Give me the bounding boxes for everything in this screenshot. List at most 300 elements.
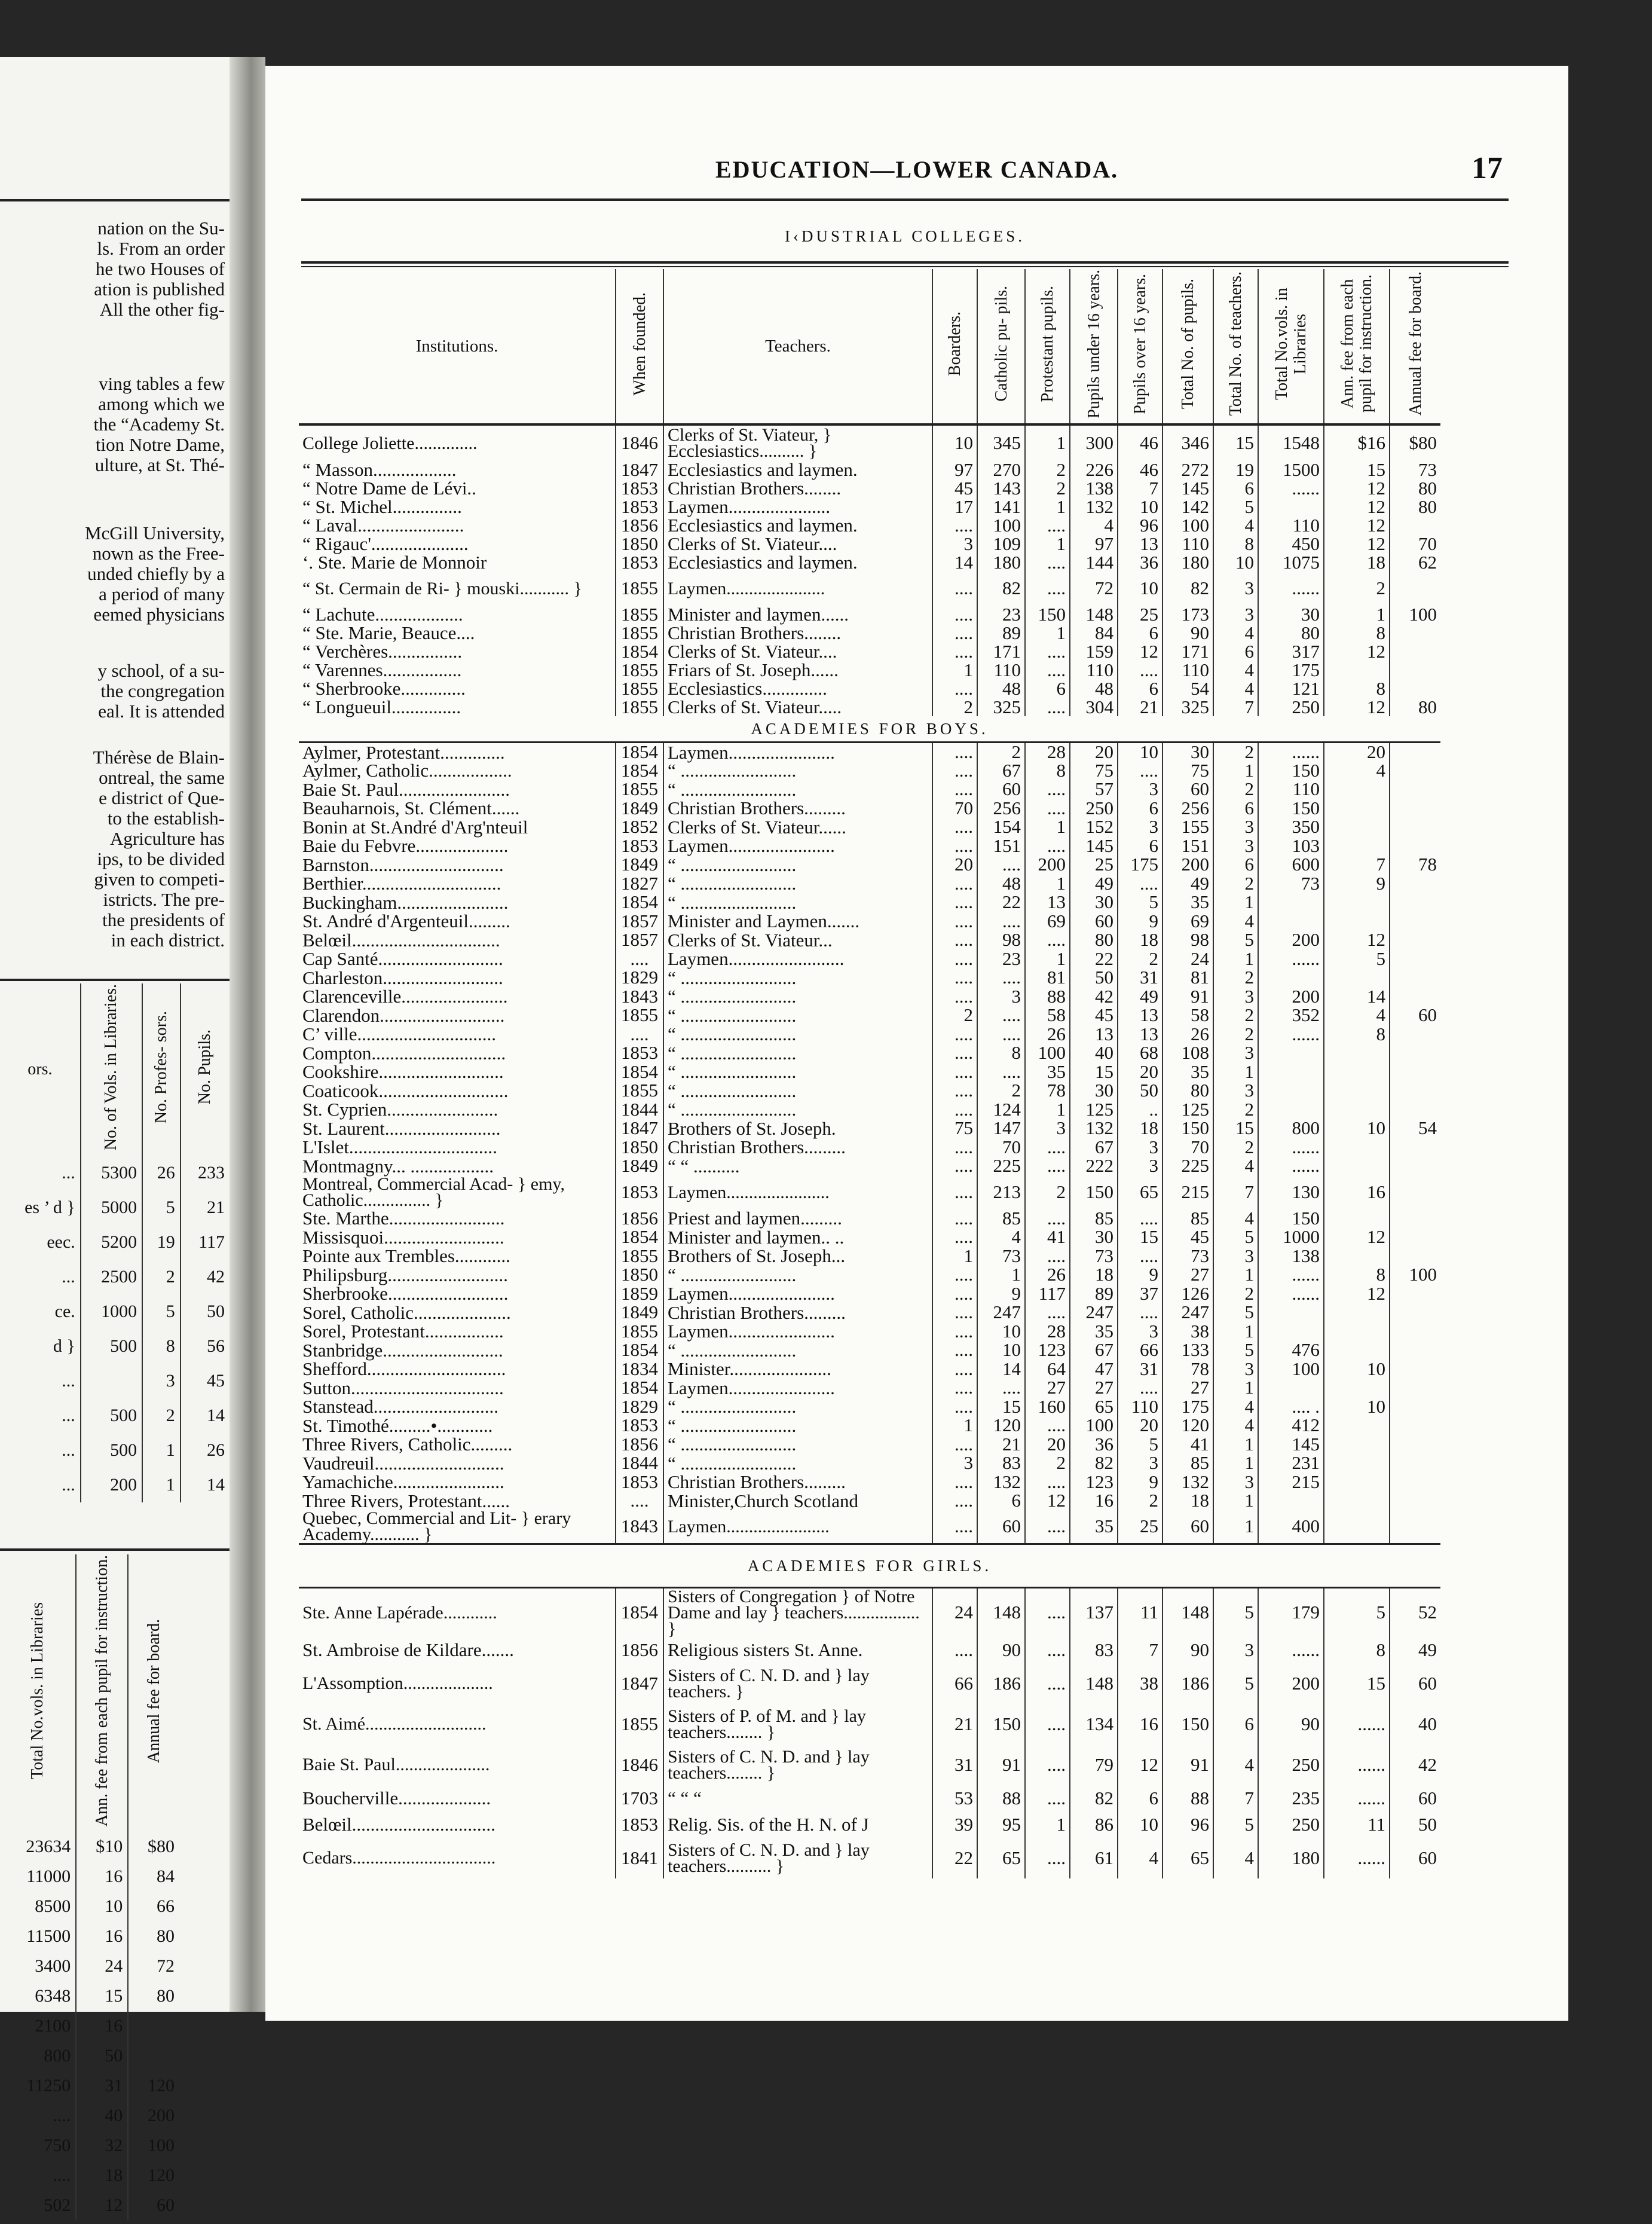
total-teachers-cell: 5	[1213, 1663, 1258, 1704]
left-table-cell: es ’ d }	[25, 1197, 75, 1218]
table-row	[299, 1138, 1440, 1157]
left-table-fees: Total No.vols. in Libraries Ann. fee from each pupil for instruction. Annual fee for board. 23634 $10 $80 11000 16 84 8500 10 66 11500 16 80 3400 24 72 6348 15 80 2100 16 800 50 11250 31 120 .... 40 200 750 32 100 .... 18 120 502 12 60	[0, 1554, 179, 2220]
table-row	[299, 572, 1440, 605]
table-row	[0, 2101, 179, 2131]
teachers-cell: Relig. Sis. of the H. N. of J	[663, 1811, 932, 1838]
teachers-cell: Laymen.......................	[663, 1322, 932, 1341]
pupils-over-16-cell: 3	[1118, 818, 1162, 837]
total-pupils-cell: 90	[1162, 624, 1213, 642]
protestant-pupils-cell: 26	[1025, 1266, 1070, 1285]
table-row	[299, 1044, 1440, 1063]
left-table-cell: 5	[142, 1190, 181, 1225]
table-row	[299, 949, 1440, 969]
library-vols-cell: 130	[1258, 1175, 1324, 1209]
founded-cell: 1855	[616, 661, 663, 679]
total-teachers-cell: 7	[1213, 698, 1258, 716]
total-teachers-cell: 1	[1213, 1435, 1258, 1454]
column-header	[299, 269, 616, 424]
founded-cell: 1854	[616, 1379, 663, 1398]
library-vols-cell: 412	[1258, 1416, 1324, 1435]
table-row	[299, 1209, 1440, 1228]
library-vols-cell	[1258, 1379, 1324, 1398]
left-table-cell: ...	[62, 1440, 75, 1461]
protestant-pupils-cell: 1	[1025, 1100, 1070, 1119]
instruction-fee-cell: 8	[1324, 1637, 1390, 1663]
protestant-pupils-cell: ....	[1025, 661, 1070, 679]
boarders-cell: ....	[932, 1228, 977, 1247]
column-header	[1162, 269, 1213, 424]
pupils-under-16-cell: 49	[1070, 874, 1118, 893]
institution-cell: “ Longueuil...............	[302, 696, 461, 717]
page-number: 17	[1471, 151, 1503, 185]
board-fee-cell	[1390, 1322, 1440, 1341]
total-pupils-cell: 30	[1162, 743, 1213, 762]
pupils-over-16-cell: 66	[1118, 1341, 1162, 1360]
boarders-cell: 75	[932, 1119, 977, 1138]
protestant-pupils-cell: 117	[1025, 1284, 1070, 1303]
left-table-cell: 100	[128, 2131, 179, 2161]
protestant-pupils-cell: ....	[1025, 1838, 1070, 1878]
total-teachers-cell: 4	[1213, 912, 1258, 931]
institution-cell: Three Rivers, Protestant......	[302, 1490, 510, 1511]
left-table-cell: 23634	[26, 1837, 71, 1857]
left-table-cell: 3	[142, 1364, 181, 1398]
founded-cell: 1849	[616, 1303, 663, 1322]
table-row	[0, 1892, 179, 1921]
total-teachers-cell: 3	[1213, 1637, 1258, 1663]
left-table-cell: 2	[142, 1260, 181, 1294]
catholic-pupils-cell: 6	[977, 1492, 1025, 1511]
protestant-pupils-cell: ....	[1025, 1587, 1070, 1637]
founded-cell: 1844	[616, 1454, 663, 1473]
board-fee-cell	[1390, 743, 1440, 762]
catholic-pupils-cell: 48	[977, 874, 1025, 893]
total-pupils-cell: 58	[1162, 1006, 1213, 1025]
protestant-pupils-cell: 81	[1025, 969, 1070, 988]
total-teachers-cell: 1	[1213, 1379, 1258, 1398]
total-teachers-cell: 15	[1213, 424, 1258, 460]
total-pupils-cell: 325	[1162, 698, 1213, 716]
teachers-cell: Sisters of C. N. D. and } lay teachers. }	[663, 1663, 932, 1704]
total-pupils-cell: 98	[1162, 931, 1213, 950]
teachers-cell: “ .........................	[663, 761, 932, 780]
catholic-pupils-cell: 124	[977, 1100, 1025, 1119]
founded-cell: 1855	[616, 624, 663, 642]
board-fee-cell	[1390, 624, 1440, 642]
institution-cell: Vaudreuil............................	[302, 1452, 504, 1474]
table-row	[0, 2041, 179, 2071]
library-vols-cell: 1548	[1258, 424, 1324, 460]
teachers-cell: Ecclesiastics..............	[663, 679, 932, 698]
total-teachers-cell: 5	[1213, 497, 1258, 516]
pupils-over-16-cell: 49	[1118, 987, 1162, 1006]
column-header	[1213, 269, 1258, 424]
total-teachers-cell: 1	[1213, 949, 1258, 969]
table-row	[299, 553, 1440, 572]
left-table-cell: 233	[181, 1156, 230, 1190]
total-teachers-cell: 5	[1213, 931, 1258, 950]
instruction-fee-cell: 15	[1324, 460, 1390, 479]
left-table-cell: 60	[128, 2191, 179, 2220]
total-teachers-cell: 5	[1213, 1811, 1258, 1838]
founded-cell: 1703	[616, 1785, 663, 1811]
total-teachers-cell: 3	[1213, 572, 1258, 605]
catholic-pupils-cell: ....	[977, 969, 1025, 988]
boarders-cell: ....	[932, 1510, 977, 1544]
instruction-fee-cell: 12	[1324, 479, 1390, 497]
left-table-cell: 120	[128, 2161, 179, 2191]
founded-cell: 1849	[616, 799, 663, 818]
boarders-cell: ....	[932, 572, 977, 605]
left-table-cell: 21	[181, 1190, 230, 1225]
pupils-over-16-cell: 13	[1118, 1006, 1162, 1025]
teachers-cell: “ .........................	[663, 987, 932, 1006]
institution-cell: “ Sherbrooke..............	[302, 678, 466, 699]
pupils-under-16-cell: 40	[1070, 1044, 1118, 1063]
protestant-pupils-cell: ....	[1025, 836, 1070, 856]
board-fee-cell	[1390, 987, 1440, 1006]
total-pupils-cell: 225	[1162, 1157, 1213, 1176]
pupils-over-16-cell: 10	[1118, 497, 1162, 516]
pupils-over-16-cell: 110	[1118, 1397, 1162, 1416]
board-fee-cell: 42	[1390, 1745, 1440, 1785]
total-teachers-cell: 2	[1213, 1138, 1258, 1157]
teachers-cell: Priest and laymen.........	[663, 1209, 932, 1228]
institution-cell: Belœil................................	[302, 929, 500, 951]
teachers-cell: Minister and Laymen.......	[663, 912, 932, 931]
protestant-pupils-cell: 3	[1025, 1119, 1070, 1138]
total-teachers-cell: 4	[1213, 679, 1258, 698]
instruction-fee-cell	[1324, 1454, 1390, 1473]
table-row	[299, 969, 1440, 988]
institution-cell: Aylmer, Catholic..................	[302, 760, 512, 781]
institution-cell: Clarendon...........................	[302, 1004, 505, 1026]
teachers-cell: Laymen.......................	[663, 743, 932, 762]
instruction-fee-cell	[1324, 1322, 1390, 1341]
total-pupils-cell: 100	[1162, 516, 1213, 534]
teachers-cell: Sisters of Congregation } of Notre Dame and lay } teachers................. }	[663, 1587, 932, 1637]
protestant-pupils-cell: 1	[1025, 949, 1070, 969]
total-pupils-cell: 125	[1162, 1100, 1213, 1119]
pupils-under-16-cell: 247	[1070, 1303, 1118, 1322]
institution-cell: St. André d'Argenteuil.........	[302, 911, 510, 932]
boarders-cell: 66	[932, 1663, 977, 1704]
total-teachers-cell: 4	[1213, 1157, 1258, 1176]
teachers-cell: “ .........................	[663, 1062, 932, 1082]
boarders-cell: 3	[932, 534, 977, 553]
protestant-pupils-cell: 8	[1025, 761, 1070, 780]
left-table-cell: 120	[128, 2071, 179, 2101]
boarders-cell: ....	[932, 949, 977, 969]
catholic-pupils-cell: 8	[977, 1044, 1025, 1063]
protestant-pupils-cell: ....	[1025, 642, 1070, 661]
total-pupils-cell: 110	[1162, 661, 1213, 679]
institution-cell: St. Timothé.........•............	[302, 1415, 493, 1436]
pupils-under-16-cell: 47	[1070, 1360, 1118, 1379]
instruction-fee-cell: 20	[1324, 743, 1390, 762]
catholic-pupils-cell: 110	[977, 661, 1025, 679]
library-vols-cell	[1258, 1303, 1324, 1322]
protestant-pupils-cell: ....	[1025, 553, 1070, 572]
institution-cell: St. Aimé...........................	[302, 1714, 487, 1734]
pupils-over-16-cell: 12	[1118, 1745, 1162, 1785]
institution-cell: Berthier..............................	[302, 873, 501, 894]
board-fee-cell	[1390, 1209, 1440, 1228]
catholic-pupils-cell: 14	[977, 1360, 1025, 1379]
catholic-pupils-cell: 1	[977, 1266, 1025, 1285]
academies-for-girls-heading	[299, 1544, 1440, 1587]
catholic-pupils-cell: 60	[977, 780, 1025, 799]
table-row	[299, 479, 1440, 497]
institution-cell: Coaticook............................	[302, 1080, 509, 1101]
total-pupils-cell: 41	[1162, 1435, 1213, 1454]
total-teachers-cell: 6	[1213, 479, 1258, 497]
column-header	[1258, 269, 1324, 424]
left-table-cell: 5	[142, 1294, 181, 1329]
section-title-academies-girls: ACADEMIES FOR GIRLS.	[299, 1544, 1440, 1587]
founded-cell: 1857	[616, 912, 663, 931]
instruction-fee-cell	[1324, 1044, 1390, 1063]
boarders-cell: ....	[932, 761, 977, 780]
protestant-pupils-cell: ....	[1025, 1416, 1070, 1435]
library-vols-cell: 110	[1258, 516, 1324, 534]
table-row	[299, 1492, 1440, 1511]
protestant-pupils-cell: ....	[1025, 1637, 1070, 1663]
teachers-cell: “ .........................	[663, 1100, 932, 1119]
library-vols-cell: 103	[1258, 836, 1324, 856]
founded-cell: 1854	[616, 761, 663, 780]
table-row	[299, 1510, 1440, 1544]
institution-cell: Sorel, Protestant.................	[302, 1321, 504, 1342]
library-vols-cell: 179	[1258, 1587, 1324, 1637]
teachers-cell: Christian Brothers.........	[663, 1473, 932, 1492]
library-vols-cell: 1500	[1258, 460, 1324, 479]
pupils-under-16-cell: 65	[1070, 1397, 1118, 1416]
table-row	[0, 2161, 179, 2191]
table-row	[299, 424, 1440, 460]
total-teachers-cell: 2	[1213, 1025, 1258, 1044]
teachers-cell: “ “ ..........	[663, 1157, 932, 1176]
protestant-pupils-cell: ....	[1025, 1157, 1070, 1176]
boarders-cell: 1	[932, 661, 977, 679]
founded-cell: 1854	[616, 1341, 663, 1360]
protestant-pupils-cell: ....	[1025, 1663, 1070, 1704]
board-fee-cell	[1390, 1435, 1440, 1454]
instruction-fee-cell: 4	[1324, 761, 1390, 780]
total-pupils-cell: 27	[1162, 1379, 1213, 1398]
board-fee-cell	[1390, 874, 1440, 893]
library-vols-cell: 352	[1258, 1006, 1324, 1025]
institution-cell: Charleston..........................	[302, 967, 503, 988]
pupils-under-16-cell: 67	[1070, 1138, 1118, 1157]
table-row	[299, 516, 1440, 534]
pupils-under-16-cell: 25	[1070, 856, 1118, 875]
total-pupils-cell: 256	[1162, 799, 1213, 818]
catholic-pupils-cell: 15	[977, 1397, 1025, 1416]
total-pupils-cell: 81	[1162, 969, 1213, 988]
board-fee-cell	[1390, 761, 1440, 780]
total-pupils-cell: 171	[1162, 642, 1213, 661]
boarders-cell: 22	[932, 1838, 977, 1878]
protestant-pupils-cell: 1	[1025, 534, 1070, 553]
board-fee-cell	[1390, 836, 1440, 856]
pupils-under-16-cell: 35	[1070, 1322, 1118, 1341]
founded-cell: 1855	[616, 679, 663, 698]
institution-cell: Boucherville....................	[302, 1788, 491, 1808]
teachers-cell: Sisters of P. of M. and } lay teachers........ }	[663, 1704, 932, 1745]
board-fee-cell	[1390, 1454, 1440, 1473]
founded-cell: ....	[616, 949, 663, 969]
founded-cell: 1854	[616, 1062, 663, 1082]
column-header-label: Pupils under 16 years.	[1084, 269, 1103, 418]
institution-cell: St. Ambroise de Kildare.......	[302, 1639, 514, 1660]
total-pupils-cell: 145	[1162, 479, 1213, 497]
total-teachers-cell: 6	[1213, 1704, 1258, 1745]
library-vols-cell: 231	[1258, 1454, 1324, 1473]
column-header-label: Catholic pu- pils.	[992, 286, 1011, 402]
total-teachers-cell: 7	[1213, 1175, 1258, 1209]
board-fee-cell: 60	[1390, 1663, 1440, 1704]
protestant-pupils-cell: 28	[1025, 1322, 1070, 1341]
founded-cell: 1855	[616, 780, 663, 799]
pupils-under-16-cell: 48	[1070, 679, 1118, 698]
total-teachers-cell: 4	[1213, 1209, 1258, 1228]
left-table-cell: ...	[62, 1475, 75, 1495]
pupils-over-16-cell: 6	[1118, 624, 1162, 642]
table-row	[299, 836, 1440, 856]
left-table-cell: 18	[76, 2161, 128, 2191]
pupils-over-16-cell: ..	[1118, 1100, 1162, 1119]
institution-cell: Sutton.................................	[302, 1377, 504, 1398]
pupils-under-16-cell: 42	[1070, 987, 1118, 1006]
total-pupils-cell: 38	[1162, 1322, 1213, 1341]
board-fee-cell: 49	[1390, 1637, 1440, 1663]
total-pupils-cell: 27	[1162, 1266, 1213, 1285]
total-teachers-cell: 1	[1213, 761, 1258, 780]
library-vols-cell: 175	[1258, 661, 1324, 679]
pupils-over-16-cell: 2	[1118, 1492, 1162, 1511]
teachers-cell: “ .........................	[663, 1341, 932, 1360]
pupils-over-16-cell: 18	[1118, 931, 1162, 950]
board-fee-cell	[1390, 1138, 1440, 1157]
pupils-under-16-cell: 22	[1070, 949, 1118, 969]
founded-cell: 1855	[616, 1322, 663, 1341]
column-header-label: Annual fee for board.	[1406, 271, 1425, 416]
left-table-cell: 31	[76, 2071, 128, 2101]
total-pupils-cell: 78	[1162, 1360, 1213, 1379]
library-vols-cell: 800	[1258, 1119, 1324, 1138]
catholic-pupils-cell: ....	[977, 1062, 1025, 1082]
founded-cell: 1856	[616, 1637, 663, 1663]
boarders-cell: 2	[932, 698, 977, 716]
section-title-industrial-colleges: I‹DUSTRIAL COLLEGES.	[785, 227, 1025, 245]
institution-cell: Baie St. Paul.....................	[302, 1755, 490, 1774]
boarders-cell: 10	[932, 424, 977, 460]
instruction-fee-cell	[1324, 1379, 1390, 1398]
protestant-pupils-cell: 1	[1025, 1811, 1070, 1838]
instruction-fee-cell	[1324, 818, 1390, 837]
catholic-pupils-cell: 22	[977, 893, 1025, 912]
instruction-fee-cell	[1324, 1341, 1390, 1360]
board-fee-cell	[1390, 1157, 1440, 1176]
total-pupils-cell: 65	[1162, 1838, 1213, 1878]
column-header-label: Protestant pupils.	[1038, 285, 1057, 402]
total-pupils-cell: 85	[1162, 1209, 1213, 1228]
instruction-fee-cell	[1324, 1473, 1390, 1492]
academies-for-girls-rows	[299, 1587, 1440, 1878]
boarders-cell: ....	[932, 1379, 977, 1398]
pupils-over-16-cell: 13	[1118, 534, 1162, 553]
institution-cell: Baie du Febvre....................	[302, 835, 509, 857]
instruction-fee-cell: ......	[1324, 1745, 1390, 1785]
board-fee-cell: 54	[1390, 1119, 1440, 1138]
catholic-pupils-cell: 225	[977, 1157, 1025, 1176]
total-pupils-cell: 180	[1162, 553, 1213, 572]
pupils-under-16-cell: 100	[1070, 1416, 1118, 1435]
pupils-over-16-cell: 6	[1118, 799, 1162, 818]
left-table-cell: 200	[81, 1468, 142, 1502]
institution-cell: Philipsburg..........................	[302, 1264, 508, 1285]
table-row	[299, 1006, 1440, 1025]
institution-cell: “ St. Cermain de Ri- } mouski........... }	[302, 578, 582, 598]
table-row	[299, 1157, 1440, 1176]
total-pupils-cell: 73	[1162, 1247, 1213, 1266]
total-teachers-cell: 3	[1213, 836, 1258, 856]
total-pupils-cell: 151	[1162, 836, 1213, 856]
pupils-over-16-cell: 6	[1118, 836, 1162, 856]
boarders-cell: ....	[932, 893, 977, 912]
pupils-under-16-cell: 73	[1070, 1247, 1118, 1266]
total-pupils-cell: 272	[1162, 460, 1213, 479]
board-fee-cell	[1390, 516, 1440, 534]
library-vols-cell: 30	[1258, 605, 1324, 624]
left-table-cell: d }	[53, 1336, 75, 1357]
education-table	[299, 269, 1440, 1878]
table-row	[299, 1247, 1440, 1266]
library-vols-cell: 200	[1258, 931, 1324, 950]
board-fee-cell	[1390, 1341, 1440, 1360]
pupils-under-16-cell: 144	[1070, 553, 1118, 572]
left-table-cell: 502	[44, 2195, 71, 2216]
boarders-cell: ....	[932, 605, 977, 624]
instruction-fee-cell: 5	[1324, 949, 1390, 969]
teachers-cell: Sisters of C. N. D. and } lay teachers........ }	[663, 1745, 932, 1785]
pupils-under-16-cell: 30	[1070, 1082, 1118, 1101]
pupils-under-16-cell: 145	[1070, 836, 1118, 856]
pupils-under-16-cell: 67	[1070, 1341, 1118, 1360]
protestant-pupils-cell: 1	[1025, 818, 1070, 837]
catholic-pupils-cell: 154	[977, 818, 1025, 837]
boarders-cell: 3	[932, 1454, 977, 1473]
left-table-cell: ce.	[54, 1302, 75, 1322]
boarders-cell: ....	[932, 1284, 977, 1303]
instruction-fee-cell	[1324, 969, 1390, 988]
teachers-cell: Minister......................	[663, 1360, 932, 1379]
library-vols-cell: 73	[1258, 874, 1324, 893]
instruction-fee-cell: 4	[1324, 1006, 1390, 1025]
total-teachers-cell: 2	[1213, 874, 1258, 893]
table-row	[0, 1951, 179, 1981]
pupils-over-16-cell: 2	[1118, 949, 1162, 969]
board-fee-cell	[1390, 661, 1440, 679]
teachers-cell: “ .........................	[663, 1397, 932, 1416]
total-teachers-cell: 15	[1213, 1119, 1258, 1138]
column-header	[616, 269, 663, 424]
protestant-pupils-cell: ....	[1025, 1745, 1070, 1785]
total-pupils-cell: 60	[1162, 780, 1213, 799]
total-pupils-cell: 173	[1162, 605, 1213, 624]
table-row	[299, 1663, 1440, 1704]
